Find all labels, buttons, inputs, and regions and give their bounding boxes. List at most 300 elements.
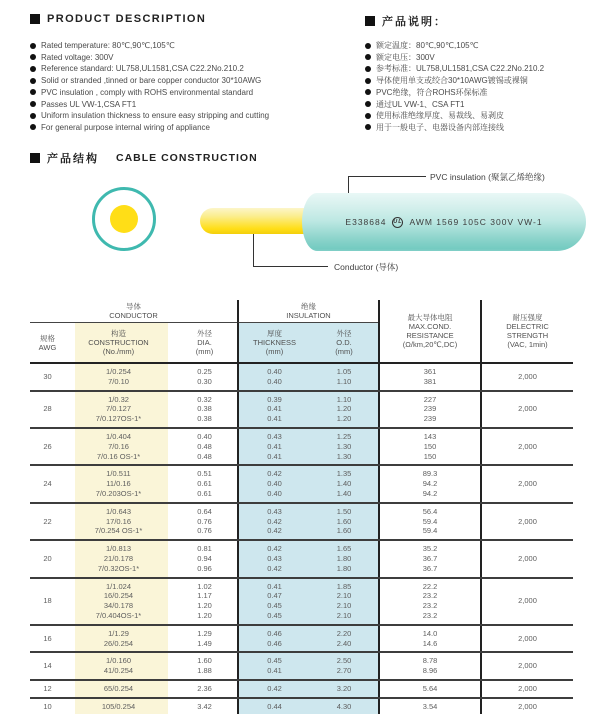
cell-value: 0.61 [197,488,212,498]
bullet-icon [365,66,371,72]
table-cell-awg [30,681,65,697]
cell-value: 0.40 [267,488,282,498]
table-cell-strength [480,653,573,679]
table-cell-dia [172,364,237,390]
cell-value: 0.43 [267,431,282,441]
bullet-icon [30,89,36,95]
table-cell-od [310,466,378,501]
table-cell-od [310,504,378,539]
cell-value: 0.42 [267,683,282,693]
cell-value: 1.49 [197,638,212,648]
cell-value: 1/0.643 [105,506,132,516]
cell-value: 89.3 [422,469,438,479]
cell-value: 2,000 [518,701,537,711]
cell-value: 7/0.127 [105,404,132,414]
text-line: AWG [38,342,57,352]
section-marker-icon [365,16,375,26]
header-thickness [237,323,310,362]
cell-value: 36.7 [422,553,438,563]
cell-value: 0.46 [267,638,282,648]
cell-value: 239 [423,414,437,424]
construction-title-en: CABLE CONSTRUCTION [116,152,258,164]
cell-value: 2,000 [518,553,537,563]
cell-value: 8.96 [422,666,438,676]
section-marker-icon [30,153,40,163]
cell-value: 30 [43,371,52,381]
cell-value: 1.05 [336,367,352,376]
bullet-text: Rated voltage: 300V [41,52,114,62]
table-cell-strength [480,364,573,390]
table-row [30,579,573,626]
bullet-item [365,63,544,75]
table-cell-construction [65,504,172,539]
text-line: 规格 [40,333,55,343]
table-cell-resistance [378,392,480,427]
spec-table-header [30,300,573,364]
text-line: 导体 [126,302,141,311]
table-cell-construction [65,653,172,679]
table-cell-resistance [378,541,480,576]
text-line: DELECTRIC [506,322,549,331]
text-line: 绝缘 [301,302,316,311]
cell-value: 0.94 [197,553,212,563]
table-cell-awg [30,541,65,576]
text-line: (mm) [335,347,353,356]
cell-value: 14.6 [422,638,438,648]
table-cell-thickness [237,653,310,679]
table-cell-strength [480,466,573,501]
text-line: 最大导体电阻 [407,313,453,322]
cell-value: 1/0.511 [106,469,131,479]
cell-value: 0.38 [197,414,212,424]
cable-cross-section-conductor [110,205,138,233]
table-cell-resistance [378,504,480,539]
cell-value: 56.4 [422,506,438,516]
cell-value: 1.20 [197,601,212,611]
bullet-item [30,87,269,99]
cell-value: 23.2 [422,610,438,620]
bullet-icon [365,113,371,119]
cell-value: 1.65 [336,544,352,554]
bullet-icon [365,101,371,107]
cable-spec-text: AWM 1569 105C 300V VW-1 [409,217,543,227]
bullet-text: Rated temperature: 80℃,90℃,105℃ [41,41,175,50]
table-cell-resistance [378,466,480,501]
table-cell-resistance [378,653,480,679]
cell-value: 7/0.127OS-1* [95,414,142,424]
table-cell-thickness [237,541,310,576]
cell-value: 0.43 [267,506,282,516]
table-row [30,364,573,392]
cell-value: 1.10 [336,394,352,404]
table-cell-awg [30,699,65,714]
bullet-icon [30,113,36,119]
text-line: 厚度 [267,329,282,338]
product-description-list-en [30,40,269,134]
section-title-product-description-cn [365,13,447,29]
bullet-icon [30,43,36,49]
table-row [30,429,573,466]
cable-insulation-cylinder [302,193,586,251]
cell-value: 0.40 [267,479,282,489]
table-cell-od [310,681,378,697]
text-line: RESISTANCE [406,331,454,340]
cell-value: 0.43 [267,553,282,563]
cell-value: 0.41 [267,441,282,451]
cell-value: 0.48 [197,441,212,451]
bullet-text: Uniform insulation thickness to ensure easy stripping and cutting [41,111,270,121]
cell-value: 1.30 [336,451,352,461]
cell-value: 3.20 [336,683,352,693]
cell-value: 0.40 [267,376,282,386]
text-line: MAX.COND. [408,322,452,331]
table-cell-thickness [237,699,310,714]
text-line: CONSTRUCTION [88,338,149,347]
table-cell-od [310,626,378,652]
header-dia [172,323,237,362]
table-cell-awg [30,653,65,679]
cell-value: 0.41 [267,581,282,591]
bullet-icon [365,124,371,130]
cell-value: 16/0.254 [103,591,134,601]
table-cell-od [310,541,378,576]
conductor-label: Conductor (导体) [334,262,399,272]
text-line: (No./mm) [102,347,135,356]
cell-value: 26 [43,441,52,451]
cell-value: 7/0.254 OS-1* [94,526,143,536]
table-cell-strength [480,579,573,624]
cell-value: 21/0.178 [103,553,134,563]
cell-value: 1.20 [336,404,352,414]
table-cell-strength [480,429,573,464]
cell-value: 0.41 [267,414,282,424]
cell-value: 0.42 [267,469,282,479]
text-line: 耐压强度 [512,313,543,322]
table-cell-strength [480,541,573,576]
cell-value: 0.42 [267,526,282,536]
cell-value: 1/0.160 [105,656,132,666]
bullet-text: PVC绝缘，符合ROHS环保标准 [376,87,488,97]
text-line: STRENGTH [506,331,549,340]
cell-value: 381 [423,376,437,386]
cell-value: 36.7 [422,563,438,573]
table-cell-dia [172,699,237,714]
text-line: (mm) [265,347,284,356]
table-cell-dia [172,579,237,624]
table-cell-od [310,699,378,714]
bullet-item [30,40,269,52]
table-cell-od [310,429,378,464]
bullet-item [30,75,269,87]
bullet-text: 使用标准绝缘厚度、易裁线、易剥皮 [376,111,504,121]
section-title-product-description [30,13,206,25]
spec-table-body [30,364,573,714]
cell-value: 2,000 [518,661,537,671]
table-cell-dia [172,626,237,652]
table-cell-thickness [237,466,310,501]
bullet-item [365,122,544,134]
cell-value: 1.40 [336,488,352,498]
table-row [30,626,573,654]
cell-value: 35.2 [422,544,438,554]
header-dielectric-strength [480,300,573,362]
cell-value: 1.17 [197,591,212,601]
table-cell-dia [172,429,237,464]
table-row [30,466,573,503]
table-cell-od [310,579,378,624]
cell-value: 94.2 [422,479,438,489]
cell-value: 34/0.178 [103,601,134,611]
cell-value: 10 [43,701,52,711]
table-cell-construction [65,429,172,464]
table-row [30,653,573,681]
cell-value: 1.80 [336,563,352,573]
bullet-text: 通过UL VW-1、CSA FT1 [376,99,465,109]
cell-value: 2.10 [336,591,352,601]
table-row [30,504,573,541]
cell-value: 2,000 [518,404,537,414]
cell-value: 0.39 [267,394,282,404]
cell-value: 7/0.10 [108,376,129,386]
table-cell-od [310,653,378,679]
section-marker-icon [30,14,40,24]
cell-value: 0.25 [197,367,212,376]
cell-value: 0.47 [267,591,282,601]
cell-value: 94.2 [422,488,438,498]
table-cell-construction [65,541,172,576]
table-cell-dia [172,681,237,697]
spec-table [30,300,573,714]
bullet-icon [30,78,36,84]
cell-value: 0.32 [197,394,212,404]
table-cell-dia [172,653,237,679]
bullet-icon [30,54,36,60]
cell-value: 1.60 [336,516,352,526]
bullet-item [30,110,269,122]
table-cell-thickness [237,626,310,652]
cell-value: 1.60 [336,526,352,536]
bullet-text: 额定温度：80℃,90℃,105℃ [376,41,479,50]
table-cell-dia [172,466,237,501]
insulation-callout-line-h [348,176,426,177]
table-cell-construction [65,626,172,652]
cell-value: 1/0.404 [105,431,132,441]
cell-value: 1.50 [336,506,352,516]
cell-value: 143 [423,431,437,441]
table-cell-construction [65,466,172,501]
table-cell-construction [65,392,172,427]
cell-value: 8.78 [422,656,438,666]
cell-value: 2.70 [336,666,352,676]
cell-value: 1.02 [197,581,212,591]
cell-value: 1/1.024 [105,581,132,591]
cell-value: 1.40 [336,479,352,489]
bullet-item [365,99,544,111]
text-line: 外径 [197,329,212,338]
table-cell-resistance [378,681,480,697]
bullet-icon [365,54,371,60]
bullet-icon [30,66,36,72]
cell-value: 0.41 [267,404,282,414]
table-cell-strength [480,392,573,427]
cell-value: 1.85 [336,581,352,591]
table-cell-thickness [237,364,310,390]
cell-value: 1.10 [336,376,352,386]
cell-value: 14.0 [422,628,438,638]
cell-value: 7/0.203OS-1* [95,488,142,498]
text-line: THICKNESS [253,338,296,347]
cell-value: 0.45 [267,610,282,620]
bullet-item [30,63,269,75]
cell-value: 0.76 [197,526,212,536]
cell-value: 2,000 [518,596,537,606]
cell-value: 2,000 [518,441,537,451]
section-title-text-cn: 产品说明： [382,16,447,28]
cell-value: 2.10 [336,601,352,611]
bullet-item [30,122,269,134]
bullet-text: Reference standard: UL758,UL1581,CSA C22.2No.210.2 [41,64,244,74]
bullet-text: 额定电压：300V [376,52,435,62]
cell-value: 0.76 [197,516,212,526]
cell-value: 4.30 [336,701,352,711]
table-cell-awg [30,504,65,539]
table-cell-awg [30,392,65,427]
cell-value: 0.46 [267,628,282,638]
table-cell-awg [30,579,65,624]
cell-value: 1.88 [197,666,212,676]
cable-cert-number: E338684 [345,217,387,227]
bullet-text: Passes UL VW-1,CSA FT1 [41,99,137,109]
table-cell-thickness [237,429,310,464]
bullet-icon [365,89,371,95]
text-line: (VAC, 1min) [507,340,548,349]
cell-value: 59.4 [422,526,438,536]
header-max-resistance [378,300,480,362]
cell-value: 18 [43,596,52,606]
cell-value: 1/0.813 [105,544,132,554]
cell-value: 239 [423,404,437,414]
cell-value: 0.81 [197,544,212,554]
cell-value: 0.42 [267,563,282,573]
bullet-text: PVC insulation , comply with ROHS environmental standard [41,87,254,97]
cell-value: 22.2 [422,581,438,591]
text-line: CONDUCTOR [109,311,158,320]
cell-value: 16 [43,633,52,643]
cell-value: 59.4 [422,516,438,526]
section-title-text: PRODUCT DESCRIPTION [47,13,207,25]
text-line: O.D. [336,338,352,347]
table-cell-strength [480,681,573,697]
cell-value: 1.29 [197,628,212,638]
cell-value: 28 [43,404,52,414]
cell-value: 0.45 [267,656,282,666]
table-cell-awg [30,364,65,390]
cell-value: 3.54 [422,701,438,711]
table-cell-awg [30,466,65,501]
header-awg [30,323,65,362]
section-title-cable-construction [30,150,258,166]
table-cell-thickness [237,504,310,539]
table-row [30,681,573,699]
table-cell-thickness [237,681,310,697]
cell-value: 24 [43,479,52,489]
table-cell-od [310,392,378,427]
cell-value: 0.41 [267,666,282,676]
cell-value: 1.35 [336,469,352,479]
bullet-icon [365,78,371,84]
cell-value: 7/0.16 OS-1* [96,451,141,461]
cell-value: 2.36 [197,683,212,693]
cell-value: 1.60 [197,656,212,666]
cell-value: 1.25 [336,431,352,441]
cell-value: 5.64 [422,683,438,693]
cell-value: 0.40 [267,367,282,376]
table-cell-dia [172,504,237,539]
text-line: 构造 [111,329,126,338]
cell-value: 361 [423,367,437,376]
cell-value: 12 [43,683,52,693]
text-line: (mm) [195,347,214,356]
insulation-label: PVC insulation (聚氯乙烯绝缘) [430,172,545,182]
construction-title-cn: 产品结构 [47,153,99,165]
cell-value: 26/0.254 [103,638,134,648]
table-row [30,392,573,429]
table-cell-awg [30,429,65,464]
table-cell-construction [65,681,172,697]
cell-value: 23.2 [422,591,438,601]
conductor-callout-line-h [253,266,328,267]
product-description-list-cn [365,40,544,134]
table-cell-thickness [237,392,310,427]
table-cell-resistance [378,699,480,714]
cell-value: 1.30 [336,441,352,451]
bullet-item [365,110,544,122]
cell-value: 41/0.254 [103,666,134,676]
table-cell-strength [480,626,573,652]
cell-value: 2,000 [518,633,537,643]
cell-value: 17/0.16 [105,516,132,526]
cell-value: 7/0.404OS-1* [95,610,142,620]
cell-value: 1/0.254 [105,367,132,376]
cell-value: 0.38 [197,404,212,414]
table-cell-dia [172,541,237,576]
bullet-item [365,75,544,87]
cell-value: 1.20 [336,414,352,424]
cell-value: 2.50 [336,656,352,666]
table-cell-strength [480,504,573,539]
bullet-text: For general purpose internal wiring of appliance [41,122,210,132]
cell-value: 2.10 [336,610,352,620]
cell-value: 227 [423,394,437,404]
cell-value: 20 [43,553,52,563]
cell-value: 150 [423,451,437,461]
bullet-text: 用于一般电子、电器设备内部连接线 [376,122,504,132]
header-construction [65,323,172,362]
cell-value: 7/0.32OS-1* [97,563,140,573]
bullet-icon [30,101,36,107]
header-group-insulation [237,300,378,323]
cell-value: 0.44 [267,701,282,711]
header-group-conductor [30,300,237,323]
table-cell-resistance [378,579,480,624]
cell-value: 0.45 [267,601,282,611]
cable-print-text [345,217,542,228]
cell-value: 0.48 [197,451,212,461]
ul-mark-icon: UL [392,217,403,228]
table-cell-resistance [378,626,480,652]
cell-value: 1.20 [197,610,212,620]
table-cell-construction [65,579,172,624]
